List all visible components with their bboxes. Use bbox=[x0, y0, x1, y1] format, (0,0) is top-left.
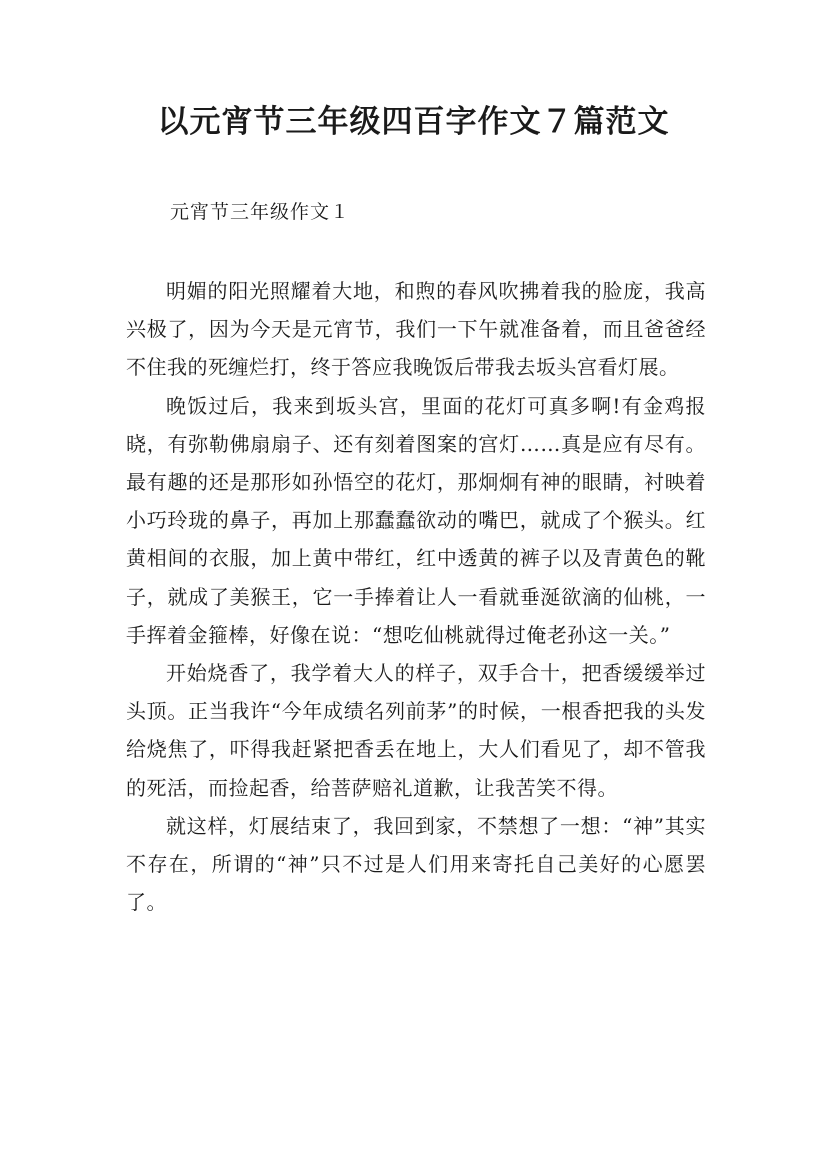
paragraph: 明媚的阳光照耀着大地，和煦的春风吹拂着我的脸庞，我高兴极了，因为今天是元宵节，我们一下午就准备着，而且爸爸经不住我的死缠烂打，终于答应我晚饭后带我去坂头宫看灯展。 bbox=[126, 279, 706, 380]
paragraph: 晚饭过后，我来到坂头宫，里面的花灯可真多啊!有金鸡报晓，有弥勒佛扇扇子、还有刻着图案的宫灯……真是应有尽有。最有趣的还是那形如孙悟空的花灯，那炯炯有神的眼睛，衬映着小巧玲珑的鼻子，再加上那蠢蠢欲动的嘴巴，就成了个猴头。红黄相间的衣服，加上黄中带红，红中透黄的裤子以及青黄色的靴子，就成了美猴王，它一手捧着让人一看就垂涎欲滴的仙桃，一手挥着金箍棒，好像在说：“想吃仙桃就得过俺老孙这一关。” bbox=[126, 393, 706, 647]
document-title: 以元宵节三年级四百字作文７篇范文 bbox=[157, 104, 670, 140]
essay-body bbox=[126, 272, 706, 921]
essay-subtitle: 元宵节三年级作文１ bbox=[170, 201, 351, 223]
paragraph: 开始烧香了，我学着大人的样子，双手合十，把香缓缓举过头顶。正当我许“今年成绩名列前茅”的时候，一根香把我的头发给烧焦了，吓得我赶紧把香丢在地上，大人们看见了，却不管我的死活，而捡起香，给菩萨赔礼道歉，让我苦笑不得。 bbox=[126, 661, 706, 800]
paragraph: 就这样，灯展结束了，我回到家，不禁想了一想：“神”其实不存在，所谓的“神”只不过是人们用来寄托自己美好的心愿罢了。 bbox=[126, 813, 706, 915]
